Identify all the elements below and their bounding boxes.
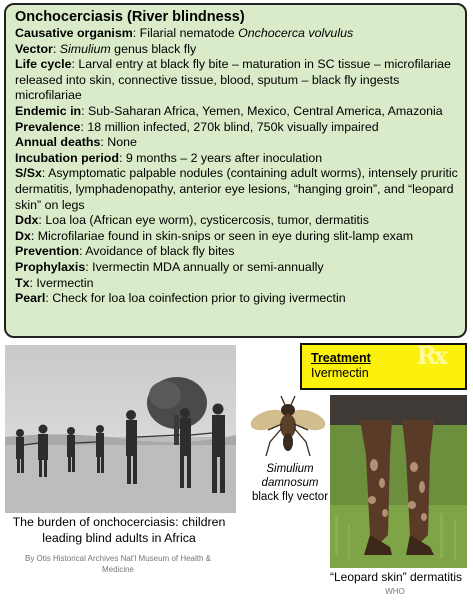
page-title: Onchocerciasis (River blindness) xyxy=(15,9,245,25)
endemic-label: Endemic in xyxy=(15,103,82,118)
photo3-caption: “Leopard skin” dermatitis xyxy=(329,570,463,584)
incubation-row: Incubation period: 9 months – 2 years after inoculation xyxy=(15,150,323,165)
tx-text: Ivermectin xyxy=(36,275,94,290)
prevalence-text: 18 million infected, 270k blind, 750k visually impaired xyxy=(87,119,379,134)
prophylaxis-text: Ivermectin MDA annually or semi-annually xyxy=(92,259,324,274)
prevalence-row: Prevalence: 18 million infected, 270k blind, 750k visually impaired xyxy=(15,119,379,134)
photo2-label: black fly vector xyxy=(251,491,329,503)
black-fly-image xyxy=(248,390,328,462)
leopard-skin-photo xyxy=(330,395,467,568)
photo2-species: Simulium damnosum xyxy=(261,463,319,489)
ssx-text: Asymptomatic palpable nodules (containing adult worms), intensely pruritic dermatitis, lymphadenopathy, anterior eye lesions, “hanging groin”, and “leopard skin” on legs xyxy=(15,166,458,212)
photo1-caption: The burden of onchocerciasis: children leading blind adults in Africa xyxy=(12,515,226,545)
ddx-row: Ddx: Loa loa (African eye worm), cysticercosis, tumor, dermatitis xyxy=(15,213,369,228)
organism-species: Onchocerca volvulus xyxy=(238,26,354,40)
ssx-label: S/Sx xyxy=(15,166,42,181)
organism-label: Causative organism xyxy=(15,26,133,40)
ddx-label: Ddx xyxy=(15,213,39,228)
vector-label: Vector xyxy=(15,41,53,56)
dx-text: Microfilariae found in skin-snips or seen in eye during slit-lamp exam xyxy=(37,228,414,243)
rx-symbol: Rx xyxy=(416,341,445,370)
dx-row: Dx: Microfilariae found in skin-snips or seen in eye during slit-lamp exam xyxy=(15,228,414,243)
ddx-text: Loa loa (African eye worm), cysticercosis, tumor, dermatitis xyxy=(45,213,369,228)
life-cycle-text: Larval entry at black fly bite – maturation in SC tissue – microfilariae released into skin, connective tissue, blood, sputum – black fly ingests microfilariae xyxy=(15,57,451,103)
prophylaxis-row: Prophylaxis: Ivermectin MDA annually or semi-annually xyxy=(15,259,324,274)
photo3-credit: WHO xyxy=(385,587,405,596)
annual-deaths-text: None xyxy=(107,135,137,150)
endemic-row: Endemic in: Sub-Saharan Africa, Yemen, Mexico, Central America, Amazonia xyxy=(15,103,443,118)
ssx-row: S/Sx: Asymptomatic palpable nodules (containing adult worms), intensely pruritic dermatitis, lymphadenopathy, anterior eye lesions, “hanging groin”, and “leopard skin” on legs xyxy=(15,166,458,212)
pearl-text: Check for loa loa coinfection prior to giving ivermectin xyxy=(52,291,346,306)
endemic-text: Sub-Saharan Africa, Yemen, Mexico, Central America, Amazonia xyxy=(88,103,443,118)
life-cycle-label: Life cycle xyxy=(15,57,72,72)
blind-adults-photo xyxy=(5,345,236,513)
annual-deaths-label: Annual deaths xyxy=(15,135,101,150)
treatment-text: Ivermectin xyxy=(311,366,369,380)
tx-row: Tx: Ivermectin xyxy=(15,275,94,290)
prophylaxis-label: Prophylaxis xyxy=(15,259,86,274)
incubation-text: 9 months – 2 years after inoculation xyxy=(125,150,323,165)
incubation-label: Incubation period xyxy=(15,150,119,165)
vector-genus: Simulium xyxy=(59,41,111,56)
prevention-text: Avoidance of black fly bites xyxy=(85,244,235,259)
treatment-box xyxy=(300,343,467,390)
prevention-label: Prevention xyxy=(15,244,80,259)
pearl-row: Pearl: Check for loa loa coinfection prior to giving ivermectin xyxy=(15,291,346,306)
photo1-credit: By Otis Historical Archives Nat'l Museum of Health & Medicine xyxy=(24,554,212,574)
vector-text: genus black fly xyxy=(110,41,197,56)
organism-row: Causative organism: Filarial nematode Onchocerca volvulus xyxy=(15,26,354,40)
annual-deaths-row: Annual deaths: None xyxy=(15,135,137,150)
info-box xyxy=(4,3,467,338)
photo2-caption xyxy=(247,462,333,504)
organism-text: Filarial nematode xyxy=(139,26,239,40)
tx-label: Tx xyxy=(15,275,30,290)
prevention-row: Prevention: Avoidance of black fly bites xyxy=(15,244,235,259)
treatment-heading: Treatment xyxy=(311,351,371,365)
vector-row: Vector: Simulium genus black fly xyxy=(15,41,197,56)
life-cycle-row: Life cycle: Larval entry at black fly bite – maturation in SC tissue – microfilariae released into skin, connective tissue, blood, sputum – black fly ingests microfilariae xyxy=(15,57,451,103)
dx-label: Dx xyxy=(15,228,31,243)
prevalence-label: Prevalence xyxy=(15,119,81,134)
pearl-label: Pearl xyxy=(15,291,46,306)
